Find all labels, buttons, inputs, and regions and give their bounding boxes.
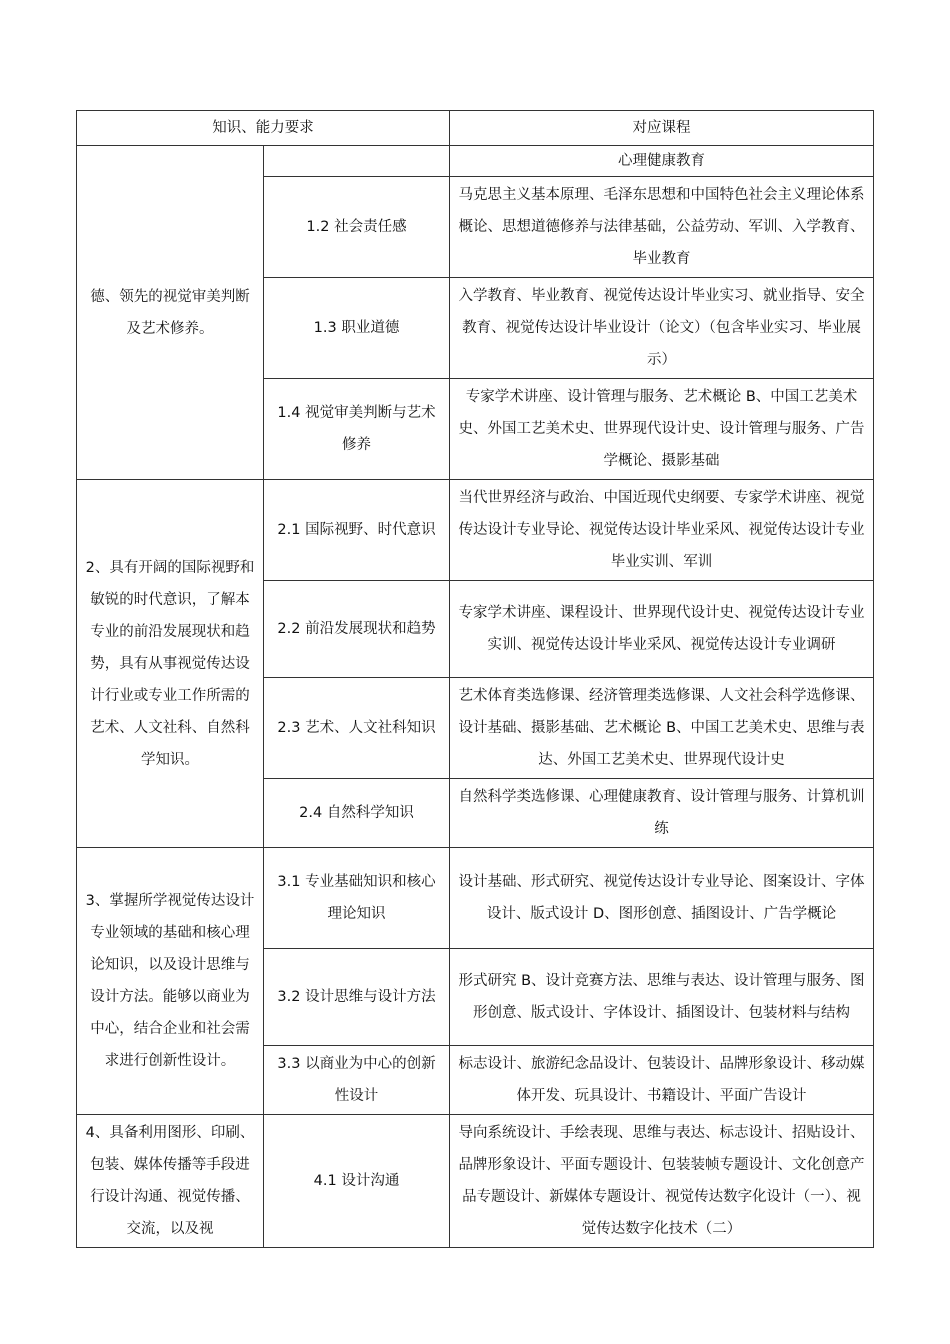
courses-cell: 心理健康教育: [450, 146, 874, 177]
header-requirement: 知识、能力要求: [77, 111, 450, 146]
sub-requirement-cell: 2.4 自然科学知识: [264, 779, 450, 848]
table-row: [77, 146, 874, 177]
sub-requirement-cell: [264, 146, 450, 177]
header-courses: 对应课程: [450, 111, 874, 146]
courses-cell: 导向系统设计、手绘表现、思维与表达、标志设计、招贴设计、品牌形象设计、平面专题设计、包装装帧专题设计、文化创意产品专题设计、新媒体专题设计、视觉传达数字化设计（一）、视觉传达数字化技术（二）: [450, 1115, 874, 1248]
sub-requirement-cell: 3.3 以商业为中心的创新性设计: [264, 1046, 450, 1115]
courses-cell: 艺术体育类选修课、经济管理类选修课、人文社会科学选修课、设计基础、摄影基础、艺术概论 B、中国工艺美术史、思维与表达、外国工艺美术史、世界现代设计史: [450, 678, 874, 779]
courses-cell: 自然科学类选修课、心理健康教育、设计管理与服务、计算机训练: [450, 779, 874, 848]
sub-requirement-cell: 2.3 艺术、人文社科知识: [264, 678, 450, 779]
table-row: [77, 480, 874, 581]
sub-requirement-cell: 3.2 设计思维与设计方法: [264, 949, 450, 1046]
sub-requirement-cell: 1.3 职业道德: [264, 278, 450, 379]
ability-cell-3: 3、掌握所学视觉传达设计专业领域的基础和核心理论知识，以及设计思维与设计方法。能够以商业为中心，结合企业和社会需求进行创新性设计。: [77, 848, 264, 1115]
sub-requirement-cell: 2.1 国际视野、时代意识: [264, 480, 450, 581]
courses-cell: 专家学术讲座、设计管理与服务、艺术概论 B、中国工艺美术史、外国工艺美术史、世界现代设计史、设计管理与服务、广告学概论、摄影基础: [450, 379, 874, 480]
courses-cell: 当代世界经济与政治、中国近现代史纲要、专家学术讲座、视觉传达设计专业导论、视觉传达设计毕业采风、视觉传达设计专业毕业实训、军训: [450, 480, 874, 581]
courses-cell: 设计基础、形式研究、视觉传达设计专业导论、图案设计、字体设计、版式设计 D、图形创意、插图设计、广告学概论: [450, 848, 874, 949]
requirements-course-table: [76, 110, 874, 1248]
sub-requirement-cell: 1.2 社会责任感: [264, 177, 450, 278]
sub-requirement-cell: 1.4 视觉审美判断与艺术修养: [264, 379, 450, 480]
ability-cell-2: 2、具有开阔的国际视野和敏锐的时代意识，了解本专业的前沿发展现状和趋势，具有从事视觉传达设计行业或专业工作所需的艺术、人文社科、自然科学知识。: [77, 480, 264, 848]
courses-cell: 专家学术讲座、课程设计、世界现代设计史、视觉传达设计专业实训、视觉传达设计毕业采风、视觉传达设计专业调研: [450, 581, 874, 678]
courses-cell: 标志设计、旅游纪念品设计、包装设计、品牌形象设计、移动媒体开发、玩具设计、书籍设计、平面广告设计: [450, 1046, 874, 1115]
courses-cell: 入学教育、毕业教育、视觉传达设计毕业实习、就业指导、安全教育、视觉传达设计毕业设计（论文）（包含毕业实习、毕业展示）: [450, 278, 874, 379]
courses-cell: 形式研究 B、设计竞赛方法、思维与表达、设计管理与服务、图形创意、版式设计、字体设计、插图设计、包装材料与结构: [450, 949, 874, 1046]
sub-requirement-cell: 4.1 设计沟通: [264, 1115, 450, 1248]
ability-cell-1: 德、领先的视觉审美判断及艺术修养。: [77, 146, 264, 480]
table-row: [77, 848, 874, 949]
courses-cell: 马克思主义基本原理、毛泽东思想和中国特色社会主义理论体系概论、思想道德修养与法律基础，公益劳动、军训、入学教育、毕业教育: [450, 177, 874, 278]
sub-requirement-cell: 3.1 专业基础知识和核心理论知识: [264, 848, 450, 949]
ability-cell-4: 4、具备利用图形、印刷、包装、媒体传播等手段进行设计沟通、视觉传播、交流，以及视: [77, 1115, 264, 1248]
sub-requirement-cell: 2.2 前沿发展现状和趋势: [264, 581, 450, 678]
table-header-row: [77, 111, 874, 146]
table-row: [77, 1115, 874, 1248]
